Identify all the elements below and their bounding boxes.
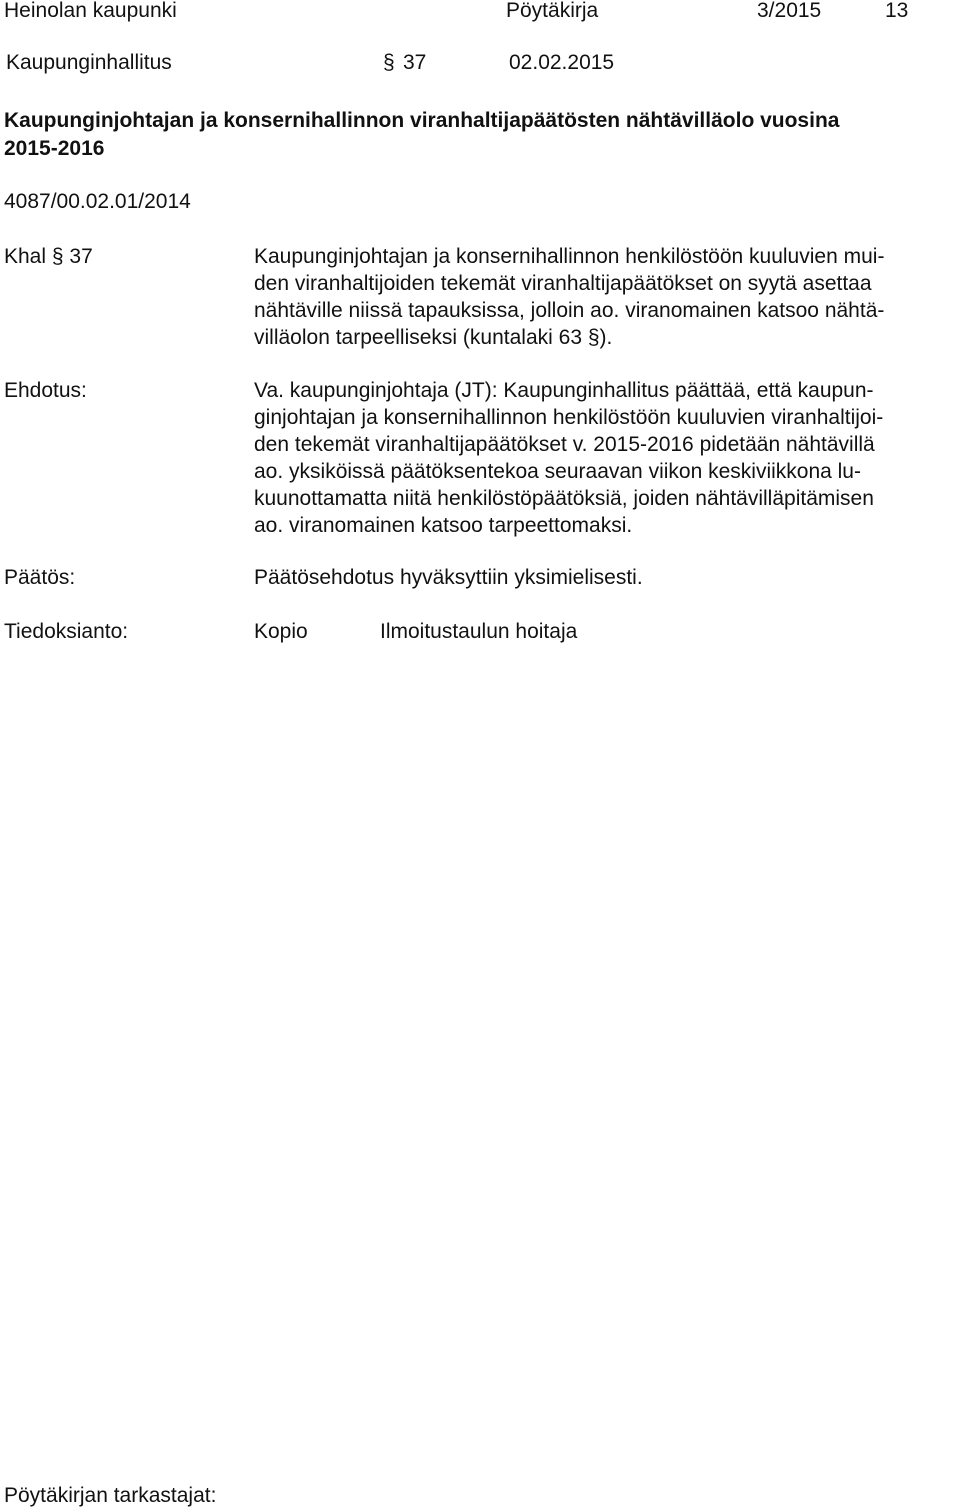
ehdotus-line: den tekemät viranhaltijapäätökset v. 2015-2016 pidetään nähtävillä bbox=[254, 433, 875, 456]
section-number: 37 bbox=[403, 51, 427, 74]
khal-line-text: villäolon tarpeelliseksi (kuntalaki 63 bbox=[254, 326, 588, 349]
meeting-date: 02.02.2015 bbox=[509, 51, 615, 74]
khal-line-end: ). bbox=[599, 326, 613, 349]
document-type: Pöytäkirja bbox=[506, 0, 599, 22]
khal-text: Khal bbox=[4, 245, 47, 268]
ehdotus-line: kuunottamatta niitä henkilöstöpäätöksiä, joiden nähtävilläpitämisen bbox=[254, 487, 874, 510]
paatos-text: Päätösehdotus hyväksyttiin yksimielisesti. bbox=[254, 566, 643, 589]
governing-body: Kaupunginhallitus bbox=[6, 51, 172, 74]
khal-paragraph bbox=[254, 243, 954, 351]
khal-section-mark: § bbox=[51, 245, 64, 268]
ehdotus-line: ginjohtajan ja konsernihallinnon henkilöstöön kuuluvien viranhaltijoi- bbox=[254, 406, 884, 429]
document-number: 3/2015 bbox=[757, 0, 822, 22]
tiedoksianto-type: Kopio bbox=[254, 620, 308, 643]
ehdotus-line: ao. yksiköissä päätöksentekoa seuraavan viikon keskiviikkona lu- bbox=[254, 460, 861, 483]
page-number: 13 bbox=[885, 0, 909, 22]
khal-line: den viranhaltijoiden tekemät viranhaltijapäätökset on syytä asettaa bbox=[254, 272, 872, 295]
item-title-line-1: Kaupunginjohtajan ja konsernihallinnon viranhaltijapäätösten nähtävilläolo vuosina bbox=[4, 109, 840, 132]
khal-line-section-mark: § bbox=[587, 326, 600, 349]
minutes-checkers-label: Pöytäkirjan tarkastajat: bbox=[4, 1484, 217, 1507]
section-mark: § bbox=[383, 51, 395, 74]
ehdotus-line: Va. kaupunginjohtaja (JT): Kaupunginhallitus päättää, että kaupun- bbox=[254, 379, 874, 402]
khal-number: 37 bbox=[69, 245, 93, 268]
khal-line-last bbox=[254, 324, 954, 351]
reference-number: 4087/00.02.01/2014 bbox=[4, 190, 191, 213]
tiedoksianto-recipient: Ilmoitustaulun hoitaja bbox=[380, 620, 578, 643]
khal-line: nähtäville niissä tapauksissa, jolloin ao. viranomainen katsoo nähtä- bbox=[254, 299, 885, 322]
tiedoksianto-label: Tiedoksianto: bbox=[4, 620, 129, 643]
item-title-line-2: 2015-2016 bbox=[4, 137, 105, 160]
ehdotus-label: Ehdotus: bbox=[4, 379, 87, 402]
paatos-label: Päätös: bbox=[4, 566, 76, 589]
ehdotus-paragraph bbox=[254, 377, 954, 539]
municipality-name: Heinolan kaupunki bbox=[4, 0, 177, 22]
khal-label bbox=[4, 243, 93, 270]
khal-line: Kaupunginjohtajan ja konsernihallinnon henkilöstöön kuuluvien mui- bbox=[254, 245, 885, 268]
ehdotus-line: ao. viranomainen katsoo tarpeettomaksi. bbox=[254, 514, 633, 537]
